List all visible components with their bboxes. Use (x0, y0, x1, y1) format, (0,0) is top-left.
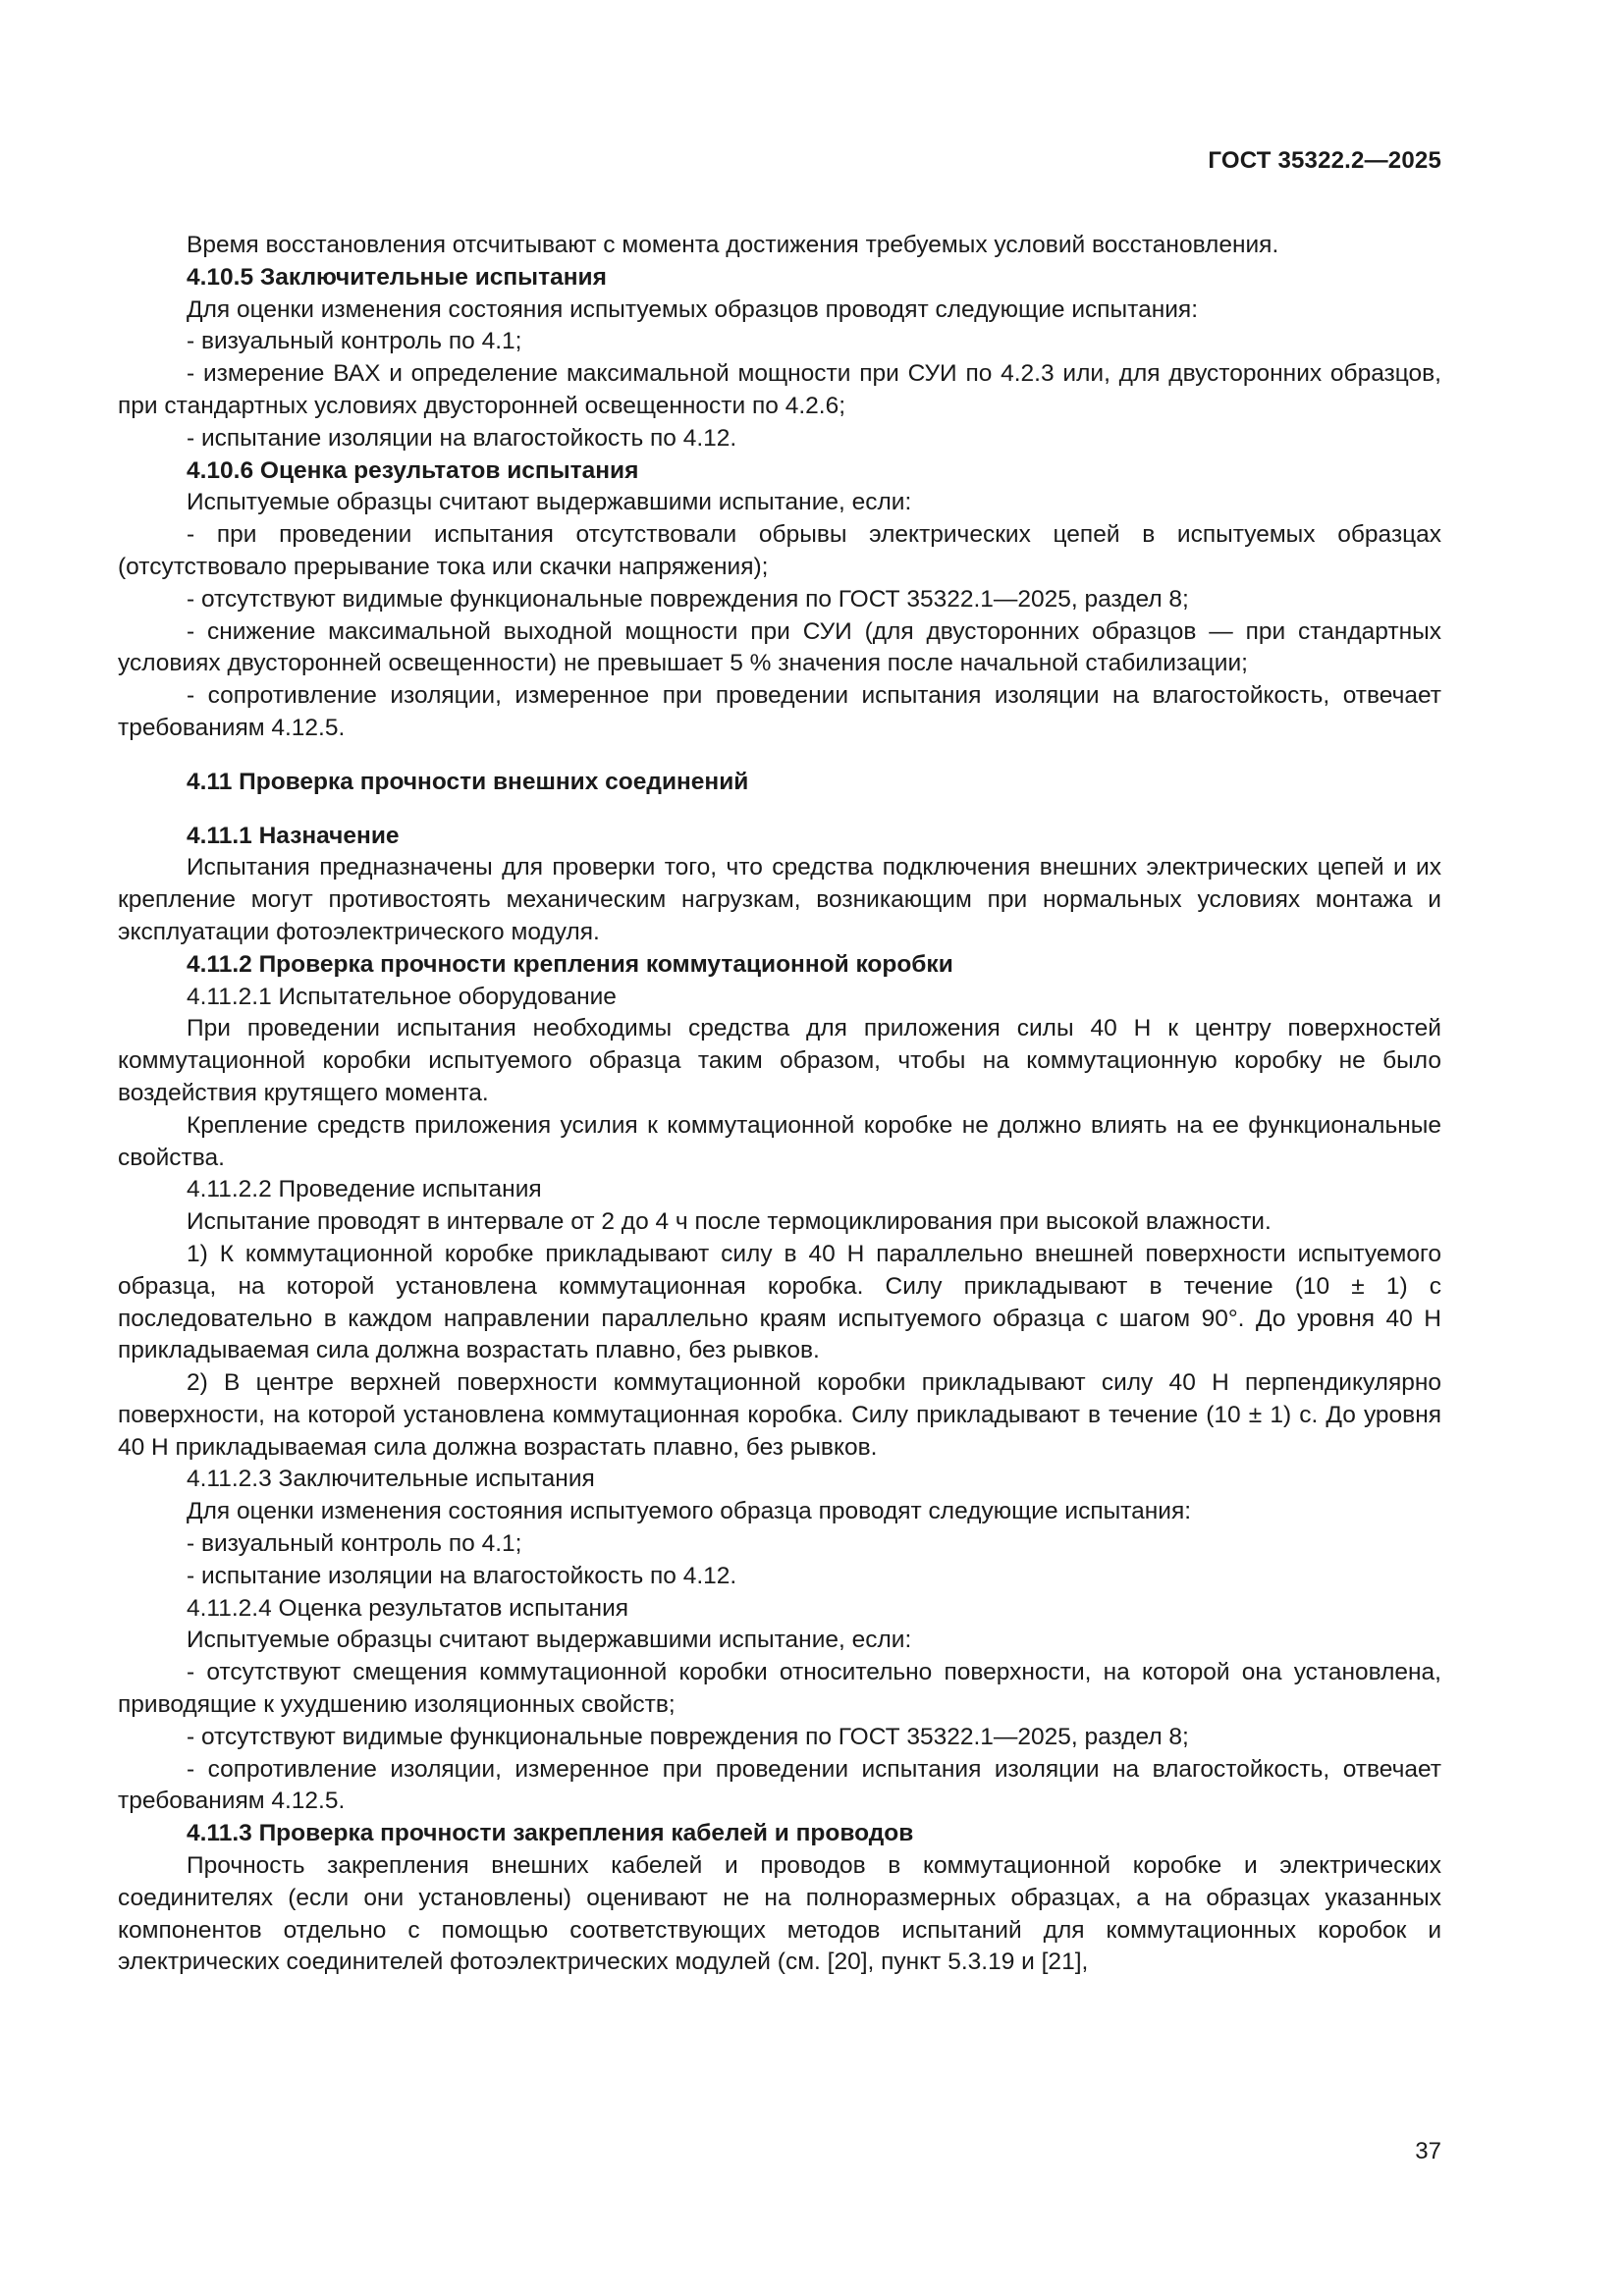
subsection-heading: 4.11.2.3 Заключительные испытания (187, 1466, 595, 1493)
section-heading: 4.11 Проверка прочности внешних соединений (187, 768, 749, 795)
section-heading: 4.11.3 Проверка прочности закрепления кабелей и проводов (187, 1820, 914, 1847)
paragraph: Для оценки изменения состояния испытуемого образца проводят следующие испытания: (187, 1498, 1192, 1525)
list-item: - испытание изоляции на влагостойкость по 4.12. (187, 1562, 737, 1589)
section-heading: 4.11.1 Назначение (187, 822, 400, 849)
list-item: - отсутствуют смещения коммутационной коробки относительно поверхности, на которой она установлена, приводящие к ухудшению изоляционных свойств; (118, 1659, 1441, 1719)
subsection-heading: 4.11.2.2 Проведение испытания (187, 1176, 542, 1203)
paragraph: Испытуемые образцы считают выдержавшими испытание, если: (187, 489, 912, 516)
page-number: 37 (1415, 2138, 1441, 2164)
list-item: - отсутствуют видимые функциональные повреждения по ГОСТ 35322.1—2025, раздел 8; (187, 585, 1189, 613)
numbered-item: 2) В центре верхней поверхности коммутационной коробки прикладывают силу 40 Н перпендикулярно поверхности, на которой установлена коммутационная коробка. Силу прикладывают в течение (10 ± 1) с. До уровня 40 Н прикладываемая сила должна возрастать плавно, без рывков. (118, 1369, 1441, 1461)
paragraph: Испытание проводят в интервале от 2 до 4 ч после термоциклирования при высокой влажности. (187, 1208, 1272, 1236)
numbered-item: 1) К коммутационной коробке прикладывают силу в 40 Н параллельно внешней поверхности испытуемого образца, на которой установлена коммутационная коробка. Силу прикладывают в течение (10 ± 1) с последовательно в каждом направлении параллельно краям испытуемого образца с шагом 90°. До уровня 40 Н прикладываемая сила должна возрастать плавно, без рывков. (118, 1240, 1441, 1364)
paragraph: При проведении испытания необходимы средства для приложения силы 40 Н к центру поверхностей коммутационной коробки испытуемого образца таким образом, чтобы на коммутационную коробку не было воздействия крутящего момента. (118, 1015, 1441, 1106)
paragraph: Испытуемые образцы считают выдержавшими испытание, если: (187, 1627, 912, 1654)
list-item: - сопротивление изоляции, измеренное при проведении испытания изоляции на влагостойкость, отвечает требованиям 4.12.5. (118, 1755, 1441, 1815)
list-item: - отсутствуют видимые функциональные повреждения по ГОСТ 35322.1—2025, раздел 8; (187, 1723, 1189, 1750)
paragraph: Прочность закрепления внешних кабелей и проводов в коммутационной коробке и электрических соединителях (если они установлены) оценивают не на полноразмерных образцах, а на образцах указанных компонентов отдельно с помощью соответствующих методов испытаний для коммутационных коробок и электрических соединителей фотоэлектрических модулей (см. [20], пункт 5.3.19 и [21], (118, 1852, 1441, 1976)
list-item: - испытание изоляции на влагостойкость по 4.12. (187, 424, 737, 452)
list-item: - измерение ВАХ и определение максимальной мощности при СУИ по 4.2.3 или, для двусторонних образцов, при стандартных условиях двусторонней освещенности по 4.2.6; (118, 360, 1441, 419)
paragraph: Крепление средств приложения усилия к коммутационной коробке не должно влиять на ее функциональные свойства. (118, 1111, 1441, 1171)
document-body (118, 230, 1441, 1979)
list-item: - визуальный контроль по 4.1; (187, 328, 522, 355)
list-item: - при проведении испытания отсутствовали обрывы электрических цепей в испытуемых образцах (отсутствовало прерывание тока или скачки напряжения); (118, 521, 1441, 580)
paragraph: Время восстановления отсчитывают с момента достижения требуемых условий восстановления. (187, 232, 1279, 258)
section-heading: 4.11.2 Проверка прочности крепления коммутационной коробки (187, 950, 953, 978)
section-heading: 4.10.5 Заключительные испытания (187, 263, 607, 291)
list-item: - снижение максимальной выходной мощности при СУИ (для двусторонних образцов — при стандартных условиях двусторонней освещенности) не превышает 5 % значения после начальной стабилизации; (118, 617, 1441, 677)
section-heading: 4.10.6 Оценка результатов испытания (187, 456, 639, 484)
paragraph: Испытания предназначены для проверки того, что средства подключения внешних электрических цепей и их крепление могут противостоять механическим нагрузкам, возникающим при нормальных условиях монтажа и эксплуатации фотоэлектрического модуля. (118, 854, 1441, 945)
subsection-heading: 4.11.2.1 Испытательное оборудование (187, 983, 617, 1010)
document-standard-number: ГОСТ 35322.2—2025 (1208, 147, 1441, 174)
list-item: - сопротивление изоляции, измеренное при проведении испытания изоляции на влагостойкость, отвечает требованиям 4.12.5. (118, 682, 1441, 741)
list-item: - визуальный контроль по 4.1; (187, 1530, 522, 1558)
paragraph: Для оценки изменения состояния испытуемых образцов проводят следующие испытания: (187, 295, 1199, 323)
subsection-heading: 4.11.2.4 Оценка результатов испытания (187, 1594, 629, 1622)
